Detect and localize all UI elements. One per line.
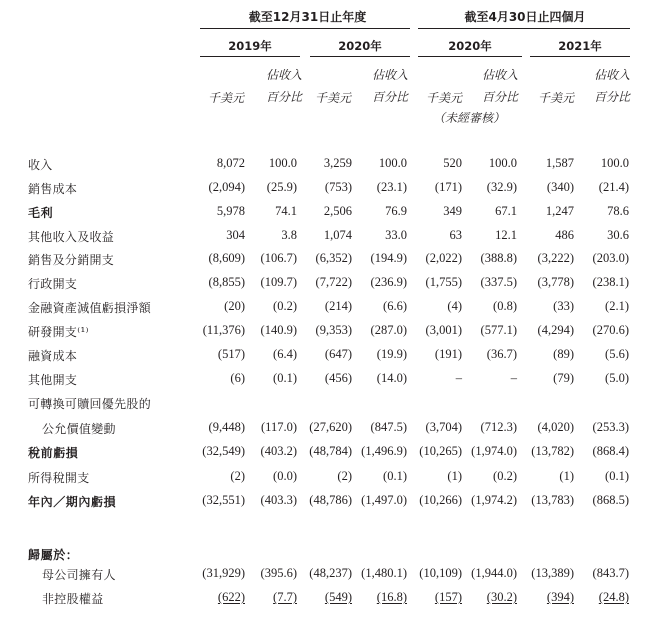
row-value: (48,784) [309, 444, 352, 458]
row-value: (32,551) [202, 493, 245, 507]
row-value: (577.1) [480, 323, 517, 337]
header-year-rule-2020-fy [310, 56, 410, 57]
unit-currency-4: 千美元 [537, 91, 574, 105]
row-value: (1,480.1) [361, 566, 407, 580]
row-value: (106.7) [260, 251, 297, 265]
row-value: (194.9) [370, 251, 407, 265]
row-value: (843.7) [592, 566, 629, 580]
row-value: 100.0 [378, 156, 407, 170]
row-label: 年內／期內虧損 [28, 495, 117, 509]
row-value: (394) [546, 590, 574, 604]
row-value: (647) [324, 347, 352, 361]
unit-pct-line2: 百分比 [593, 90, 630, 104]
row-value: (4,294) [537, 323, 574, 337]
row-value: (140.9) [260, 323, 297, 337]
unit-currency-3: 千美元 [425, 91, 462, 105]
row-value: 486 [555, 228, 574, 242]
row-value: (109.7) [260, 275, 297, 289]
row-value: 100.0 [488, 156, 517, 170]
row-value: (3,222) [537, 251, 574, 265]
row-value: (6.4) [273, 347, 297, 361]
row-value: – [455, 371, 462, 385]
row-value: 349 [443, 204, 462, 218]
unit-pct-2 [360, 64, 408, 108]
row-value: (2.1) [605, 299, 629, 313]
row-value: (0.1) [605, 469, 629, 483]
row-value: 33.0 [385, 228, 407, 242]
header-group-fiscal-year: 截至12月31日止年度 [248, 10, 367, 24]
row-value: (23.1) [376, 180, 407, 194]
row-value: (3,001) [425, 323, 462, 337]
row-value: (25.9) [266, 180, 297, 194]
row-value: (13,782) [531, 444, 574, 458]
row-value: (2,094) [208, 180, 245, 194]
row-value: (9,353) [315, 323, 352, 337]
row-value: 76.9 [385, 204, 407, 218]
row-value: (6.6) [383, 299, 407, 313]
row-value: 67.1 [495, 204, 517, 218]
row-value: (868.4) [592, 444, 629, 458]
header-year-2021-4m: 2021年 [558, 39, 602, 53]
row-value: (0.2) [273, 299, 297, 313]
row-label: 可轉換可贖回優先股的 [28, 397, 152, 411]
row-value: (0.0) [273, 469, 297, 483]
row-label: 母公司擁有人 [42, 568, 116, 582]
row-value: (4) [447, 299, 462, 313]
row-value: 78.6 [607, 204, 629, 218]
row-value: (157) [434, 590, 462, 604]
row-value: (117.0) [261, 420, 297, 434]
unit-currency-2: 千美元 [314, 91, 351, 105]
row-value: (6) [230, 371, 245, 385]
row-label: 融資成本 [28, 349, 78, 363]
row-value: (5.6) [605, 347, 629, 361]
row-value: (7.7) [273, 590, 297, 604]
row-value: 8,072 [216, 156, 245, 170]
row-label: 行政開支 [28, 277, 78, 291]
row-value: (1,755) [425, 275, 462, 289]
row-label: 所得稅開支 [28, 471, 90, 485]
row-value: (403.2) [260, 444, 297, 458]
row-value: (236.9) [370, 275, 407, 289]
row-value: (337.5) [480, 275, 517, 289]
row-value: (10,266) [419, 493, 462, 507]
row-value: (388.8) [480, 251, 517, 265]
row-value: (456) [324, 371, 352, 385]
header-group-rule-fy [200, 28, 410, 29]
row-value: (13,783) [531, 493, 574, 507]
row-value: 1,247 [545, 204, 574, 218]
row-value: (395.6) [260, 566, 297, 580]
row-label: 毛利 [28, 206, 54, 220]
unit-pct-4 [582, 64, 630, 108]
row-value: (622) [217, 590, 245, 604]
header-year-rule-2021-4m [530, 56, 630, 57]
unit-pct-line2: 百分比 [481, 90, 518, 104]
row-value: (89) [553, 347, 574, 361]
row-value: 304 [226, 228, 245, 242]
row-value: (1,496.9) [361, 444, 407, 458]
row-value: (31,929) [202, 566, 245, 580]
unaudited-note: （未經審核） [432, 111, 505, 125]
row-value: (0.2) [493, 469, 517, 483]
header-group-four-months: 截至4月30日止四個月 [464, 10, 586, 24]
row-value: (24.8) [598, 590, 629, 604]
row-value: (340) [546, 180, 574, 194]
row-value: (10,109) [419, 566, 462, 580]
header-year-rule-2020-4m [418, 56, 522, 57]
row-value: (16.8) [376, 590, 407, 604]
row-value: (48,786) [309, 493, 352, 507]
row-value: (238.1) [592, 275, 629, 289]
row-value: (712.3) [480, 420, 517, 434]
row-value: 12.1 [495, 228, 517, 242]
row-value: (7,722) [315, 275, 352, 289]
row-value: (2,022) [425, 251, 462, 265]
row-value: (2) [230, 469, 245, 483]
row-value: (4,020) [537, 420, 574, 434]
row-value: (9,448) [208, 420, 245, 434]
row-value: (868.5) [592, 493, 629, 507]
row-value: 63 [449, 228, 462, 242]
row-value: (1,974.0) [471, 444, 517, 458]
unit-pct-3 [470, 64, 518, 108]
header-year-2020-fy: 2020年 [338, 39, 382, 53]
unit-pct-line2: 百分比 [265, 90, 302, 104]
row-value: (33) [553, 299, 574, 313]
row-value: (287.0) [370, 323, 407, 337]
header-year-2019: 2019年 [228, 39, 272, 53]
attributable-heading: 歸屬於： [28, 548, 79, 562]
row-value: (3,778) [537, 275, 574, 289]
unit-pct-line2: 百分比 [371, 90, 408, 104]
row-label: 研發開支⁽¹⁾ [28, 325, 89, 339]
row-value: (203.0) [592, 251, 629, 265]
row-value: (6,352) [315, 251, 352, 265]
row-value: 30.6 [607, 228, 629, 242]
row-value: 3.8 [281, 228, 297, 242]
row-value: (30.2) [486, 590, 517, 604]
unit-currency-1: 千美元 [207, 91, 244, 105]
row-value: 74.1 [275, 204, 297, 218]
unit-pct-line1: 佔收入 [371, 68, 408, 82]
row-value: (8,609) [208, 251, 245, 265]
row-value: (21.4) [598, 180, 629, 194]
unit-pct-line1: 佔收入 [265, 68, 302, 82]
header-year-2020-4m: 2020年 [448, 39, 492, 53]
row-value: (1) [559, 469, 574, 483]
row-value: (847.5) [370, 420, 407, 434]
row-value: (1,944.0) [471, 566, 517, 580]
unit-pct-line1: 佔收入 [593, 68, 630, 82]
row-label: 銷售成本 [28, 182, 78, 196]
row-value: (19.9) [376, 347, 407, 361]
row-value: (32.9) [486, 180, 517, 194]
unit-pct-line1: 佔收入 [481, 68, 518, 82]
row-value: (79) [553, 371, 574, 385]
row-value: 5,978 [216, 204, 245, 218]
row-label: 其他開支 [28, 373, 78, 387]
row-value: (1,497.0) [361, 493, 407, 507]
row-value: (549) [324, 590, 352, 604]
row-value: (171) [434, 180, 462, 194]
row-value: (1) [447, 469, 462, 483]
row-label: 收入 [28, 158, 53, 172]
row-value: 2,506 [323, 204, 352, 218]
row-value: 100.0 [268, 156, 297, 170]
header-year-rule-2019 [200, 56, 300, 57]
row-label: 其他收入及收益 [28, 230, 115, 244]
row-value: (3,704) [425, 420, 462, 434]
row-value: (11,376) [202, 323, 245, 337]
row-value: (13,389) [531, 566, 574, 580]
row-value: (20) [224, 299, 245, 313]
row-value: (2) [337, 469, 352, 483]
row-value: (253.3) [592, 420, 629, 434]
row-value: (191) [434, 347, 462, 361]
row-value: (0.1) [273, 371, 297, 385]
row-value: 3,259 [323, 156, 352, 170]
row-value: – [510, 371, 517, 385]
row-value: (270.6) [592, 323, 629, 337]
row-label: 稅前虧損 [28, 446, 79, 460]
row-value: (10,265) [419, 444, 462, 458]
row-value: (753) [324, 180, 352, 194]
row-value: (0.1) [383, 469, 407, 483]
header-group-rule-4m [418, 28, 630, 29]
row-value: (32,549) [202, 444, 245, 458]
row-value: (27,620) [309, 420, 352, 434]
row-label: 銷售及分銷開支 [28, 253, 115, 267]
row-value: 520 [443, 156, 462, 170]
row-value: 1,587 [545, 156, 574, 170]
row-value: (14.0) [376, 371, 407, 385]
row-value: (403.3) [260, 493, 297, 507]
row-label: 非控股權益 [42, 592, 104, 606]
row-label: 公允價值變動 [42, 422, 116, 436]
row-value: (1,974.2) [471, 493, 517, 507]
row-value: (48,237) [309, 566, 352, 580]
row-value: (36.7) [486, 347, 517, 361]
row-value: (214) [324, 299, 352, 313]
row-value: (0.8) [493, 299, 517, 313]
row-value: (517) [217, 347, 245, 361]
row-value: (8,855) [208, 275, 245, 289]
row-label: 金融資產減值虧損淨額 [28, 301, 152, 315]
unit-pct-1 [254, 64, 302, 108]
row-value: (5.0) [605, 371, 629, 385]
row-value: 1,074 [323, 228, 352, 242]
row-value: 100.0 [600, 156, 629, 170]
